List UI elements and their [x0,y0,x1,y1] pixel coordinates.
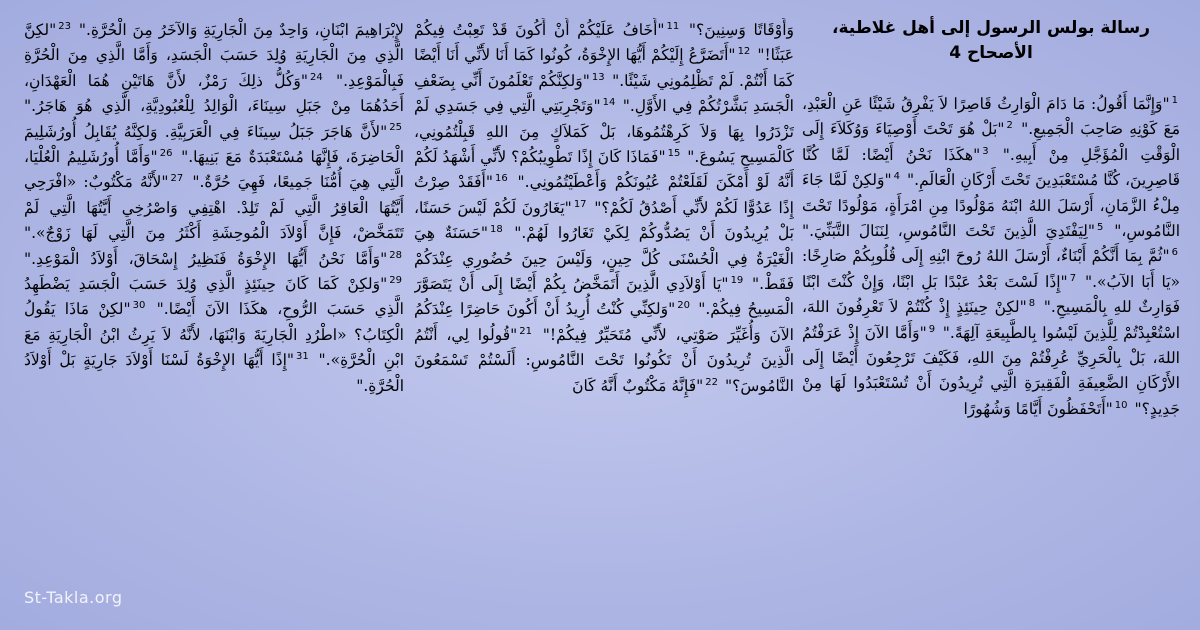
verse-number: 5 [1097,221,1104,233]
verse-text: "وَتَجْرِبَتِي الَّتِي فِي جَسَدِي لَمْ تَزْدَرُوا بِهَا وَلاَ كَرِهْتُمُوهَا، بَلْ كَمَلاَكٍ مِنَ اللهِ قَبِلْتُمُونِي، كَالْمَسِيحِ يَسُوعَ." [414,97,794,167]
verse-text: "يَا أَوْلاَدِي الَّذِينَ أَتَمَخَّضُ بِكُمْ أَيْضًا إِلَى أَنْ يَتَصَوَّرَ الْمَسِيحُ فِيكُمْ." [414,275,794,319]
right-column-text [802,92,1180,422]
middle-column-text [414,18,794,399]
title-line-2: الأصحاح 4 [949,43,1033,63]
verse-text: "يَغَارُونَ لَكُمْ لَيْسَ حَسَنًا، بَلْ يُرِيدُونَ أَنْ يَصُدُّوكُمْ لِكَيْ تَغَارُوا لَهُمْ." [414,198,794,243]
verse-number: 12 [737,46,751,58]
verse-number: 8 [1028,298,1036,310]
verse-text: "أَخَافُ عَلَيْكُمْ أَنْ أَكُونَ قَدْ تَعِبْتُ فِيكُمْ عَبَثًا!" [414,21,794,65]
verse-text: "لأَنَّ هَاجَرَ جَبَلُ سِينَاءَ فِي الْعَرَبِيَّةِ. وَلكِنَّهُ يُقَابِلُ أُورُشَلِيمَ الْحَاضِرَةَ، فَإِنَّهَا مُسْتَعْبَدَةٌ مَعَ بَنِيهَا." [24,122,404,167]
verse-number: 7 [1069,272,1077,284]
verse-text: "وَكُلُّ ذلِكَ رَمْزٌ، لأَنَّ هَاتَيْنِ هُمَا الْعَهْدَانِ، أَحَدُهُمَا مِنْ جَبَلِ سِينَاءَ، الْوَالِدُ لِلْعُبُودِيَّةِ، الَّذِي هُوَ هَاجَرُ." [24,71,404,116]
verse-text: "وَأَمَّا نَحْنُ أَيُّهَا الإِخْوَةُ فَنَظِيرُ إِسْحَاقَ، أَوْلاَدُ الْمَوْعِدِ." [24,249,388,268]
chapter-title [802,16,1180,66]
verse-text: "حَسَنَةٌ هِيَ الْغَيْرَةُ فِي الْحُسْنَى كُلَّ حِينٍ، وَلَيْسَ حِينَ حُضُورِي عِنْدَكُمْ فَقَطْ." [414,224,794,294]
verse-text: "لكِنْ حِينَئِذٍ إِذْ كُنْتُمْ لاَ تَعْرِفُونَ اللهَ، اسْتُعْبِدْتُمْ لِلَّذِينَ لَيْسُوا بِالطَّبِيعَةِ آلِهَةً." [802,298,1180,342]
verse-number: 30 [132,300,146,312]
verse-number: 2 [1006,120,1013,132]
verse-number: 29 [389,274,402,286]
verse-number: 22 [705,376,719,388]
verse-number: 23 [58,20,71,32]
verse-number: 20 [677,300,690,312]
verse-number: 18 [490,224,503,236]
verse-text: "لكِنَّ الَّذِي مِنَ الْجَارِيَةِ وُلِدَ حَسَبَ الْجَسَدِ، وَأَمَّا الَّذِي مِنَ الْحُرَّةِ فَبِالْمَوْعِدِ." [24,21,404,90]
verse-number: 6 [1171,247,1178,259]
verse-number: 26 [159,147,173,159]
verse-text: "ثُمَّ بِمَا أَنَّكُمْ أَبْنَاءٌ، أَرْسَلَ اللهُ رُوحَ ابْنِهِ إِلَى قُلُوبِكُمْ صَارِخًا: «يَا أَبَا الآبُ»." [802,247,1180,291]
verse-text: "أَتَحْفَظُونَ أَيَّامًا وَشُهُورًا [963,399,1113,418]
verse-number: 21 [519,325,533,337]
middle-column [414,18,794,630]
verse-number: 3 [982,145,989,157]
verse-number: 10 [1114,399,1128,411]
verse-number: 25 [389,122,402,134]
verse-number: 31 [296,351,309,363]
verse-number: 19 [730,274,744,286]
verse-text: "وَأَمَّا أُورُشَلِيمُ الْعُلْيَا، الَّتِي هِيَ أُمُّنَا جَمِيعًا، فَهِيَ حُرَّةٌ." [24,148,404,192]
verse-number: 16 [494,173,508,185]
verse-text: "لكِنْ مَاذَا يَقُولُ الْكِتَابُ؟ «اطْرُدِ الْجَارِيَةَ وَابْنَهَا، لأَنَّهُ لاَ يَرِثُ ابْنُ الْجَارِيَةِ مَعَ ابْنِ الْحُرَّةِ»." [24,300,404,370]
verse-number: 9 [928,323,936,335]
site-watermark: St-Takla.org [24,588,123,607]
verse-number: 14 [602,97,616,109]
left-column-text [24,18,404,399]
verse-number: 24 [309,71,323,83]
verse-text: "لِيَفْتَدِيَ الَّذِينَ تَحْتَ النَّامُوسِ، لِنَنَالَ التَّبَنِّيَ." [802,222,1095,241]
verse-number: 27 [170,173,184,185]
right-column [802,8,1180,622]
left-column [24,18,404,630]
verse-text: "وَلكِنِّي كُنْتُ أُرِيدُ أَنْ أَكُونَ حَاضِرًا عِنْدَكُمُ الآنَ وَأُغَيِّرَ صَوْتِي، لأَنِّي مُتَحَيِّرٌ فِيكُمْ!" [414,300,794,344]
verse-number: 15 [667,147,681,159]
verse-text: "إِذًا أَيُّهَا الإِخْوَةُ لَسْنَا أَوْلاَدَ جَارِيَةٍ بَلْ أَوْلاَدُ الْحُرَّةِ." [24,351,404,395]
verse-text: "وَلكِنْ كَمَا كَانَ حِينَئِذٍ الَّذِي وُلِدَ حَسَبَ الْجَسَدِ يَضْطَهِدُ الَّذِي حَسَبَ الرُّوحِ، هكَذَا الآنَ أَيْضًا." [24,275,404,319]
verse-text: "فَمَاذَا كَانَ إِذًا تَطْوِيبُكُمْ؟ لأَنِّي أَشْهَدُ لَكُمْ أَنَّهُ لَوْ أَمْكَنَ لَقَلَعْتُمْ عُيُونَكُمْ وَأَعْطَيْتُمُونِي." [414,148,794,192]
verse-text: "بَلْ هُوَ تَحْتَ أَوْصِيَاءَ وَوُكَلاَءَ إِلَى الْوَقْتِ الْمُؤَجَّلِ مِنْ أَبِيهِ." [802,120,1180,164]
verse-number: 28 [389,249,402,261]
verse-number: 1 [1171,94,1178,106]
verse-text: "قُولُوا لِي، أَنْتُمُ الَّذِينَ تُرِيدُونَ أَنْ تَكُونُوا تَحْتَ النَّامُوسِ: أَلَسْتُمْ تَسْمَعُونَ النَّامُوسَ؟" [414,325,794,395]
verse-text: "فَإِنَّهُ مَكْتُوبٌ أَنَّهُ كَانَ [572,376,704,395]
verse-number: 4 [893,171,901,183]
verse-text: "هكَذَا نَحْنُ أَيْضًا: لَمَّا كُنَّا قَاصِرِينَ، كُنَّا مُسْتَعْبَدِينَ تَحْتَ أَرْكَانِ الْعَالَمِ." [802,145,1180,190]
verse-number: 17 [573,198,587,210]
verse-text: "وَلكِنَّكُمْ تَعْلَمُونَ أَنِّي بِضَعْفِ الْجَسَدِ بَشَّرْتُكُمْ فِي الأَوَّلِ." [414,71,794,116]
verse-text: "وَإِنَّمَا أَقُولُ: مَا دَامَ الْوَارِثُ قَاصِرًا لاَ يَفْرِقُ شَيْئًا عَنِ الْعَبْدِ، مَعَ كَوْنِهِ صَاحِبَ الْجَمِيعِ." [802,95,1180,139]
verse-text: "إِذًا لَسْتَ بَعْدُ عَبْدًا بَلِ ابْنًا، وَإِنْ كُنْتَ ابْنًا فَوَارِثٌ للهِ بِالْمَسِيحِ." [802,272,1180,317]
verse-text: "أَفَقَدْ صِرْتُ إِذًا عَدُوًّا لَكُمْ لأَنِّي أَصْدُقُ لَكُمْ؟" [414,173,794,217]
verse-text: "وَأَمَّا الآنَ إِذْ عَرَفْتُمُ اللهَ، بَلْ بِالْحَرِيِّ عُرِفْتُمْ مِنَ اللهِ، فَكَيْفَ تَرْجِعُونَ أَيْضًا إِلَى الأَرْكَانِ الضَّعِيفَةِ الْفَقِيرَةِ الَّتِي تُرِيدُونَ أَنْ تُسْتَعْبَدُوا لَهَا مِنْ جَدِيدٍ؟" [802,323,1180,418]
verse-text: "وَلكِنْ لَمَّا جَاءَ مِلْءُ الزَّمَانِ، أَرْسَلَ اللهُ ابْنَهُ مَوْلُودًا مِنِ امْرَأَةٍ، مَوْلُودًا تَحْتَ النَّامُوسِ،" [802,171,1180,241]
verse-text: لإِبْرَاهِيمَ ابْنَانِ، وَاحِدٌ مِنَ الْجَارِيَةِ وَالآخَرُ مِنَ الْحُرَّةِ." [78,21,404,39]
verse-text: "أَتَضَرَّعُ إِلَيْكُمْ أَيُّهَا الإِخْوَةُ، كُونُوا كَمَا أَنَا لأَنِّي أَنَا أَيْضًا كَمَا أَنْتُمْ. لَمْ تَظْلِمُونِي شَيْئًا." [414,46,794,90]
verse-number: 13 [591,71,605,83]
verse-number: 11 [666,20,680,32]
title-line-1: رسالة بولس الرسول إلى أهل غلاطية، [832,18,1150,38]
verse-text: وَأَوْقَاتًا وَسِنِينَ؟" [688,21,794,39]
verse-text: "لأَنَّهُ مَكْتُوبٌ: «افْرَحِي أَيَّتُهَا الْعَاقِرُ الَّتِي لَمْ تَلِدْ. اهْتِفِي وَاصْرُخِي أَيَّتُهَا الَّتِي لَمْ تَتَمَخَّضْ، فَإِنَّ أَوْلاَدَ الْمُوحِشَةِ أَكْثَرُ مِنَ الَّتِي لَهَا زَوْجٌ»." [24,173,404,243]
